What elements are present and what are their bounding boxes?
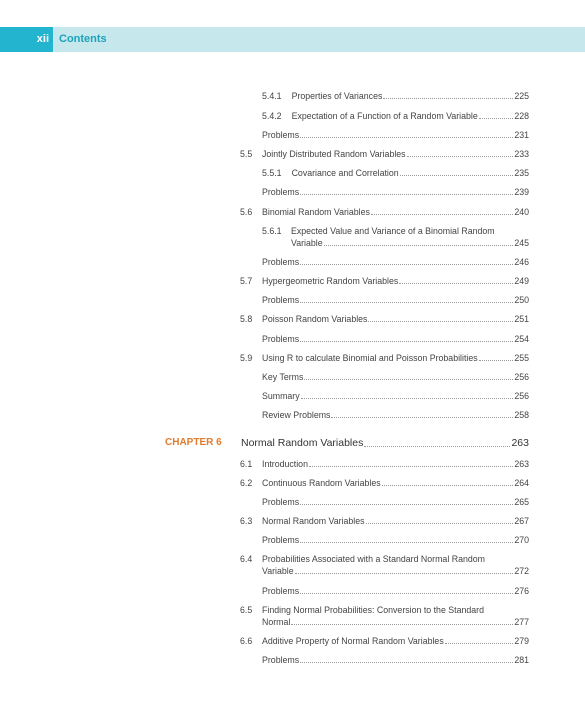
toc-entry-body (291, 238, 529, 248)
leader-dots (399, 283, 513, 284)
leader-dots (368, 321, 513, 322)
toc-title: Review Problems (262, 410, 331, 420)
leader-dots (300, 137, 513, 138)
leader-dots (304, 379, 513, 380)
toc-entry-body (262, 314, 529, 324)
toc-number: 6.6 (240, 636, 253, 646)
toc-entry-body (262, 586, 529, 596)
toc-title: Problems (262, 655, 300, 665)
leader-dots (300, 504, 513, 505)
toc-title: Using R to calculate Binomial and Poisson Probabilities (262, 353, 478, 363)
toc-number: 6.4 (240, 554, 253, 564)
toc-entry-body (262, 168, 529, 178)
toc-page: 225 (514, 91, 529, 101)
toc-page: 276 (514, 586, 529, 596)
toc-page: 263 (511, 437, 529, 449)
toc-title: Problems (262, 130, 300, 140)
toc-entry-body (262, 295, 529, 305)
toc-number: 5.8 (240, 314, 253, 324)
toc-title-line2: Variable (262, 566, 294, 576)
toc-page: 254 (514, 334, 529, 344)
leader-dots (479, 118, 514, 119)
leader-dots (300, 264, 513, 265)
toc-entry-body (262, 655, 529, 665)
toc-entry-body (262, 497, 529, 507)
toc-entry-body (262, 617, 529, 627)
toc-number: 5.9 (240, 353, 253, 363)
toc-entry-body (262, 111, 529, 121)
page-number-tab (0, 27, 53, 52)
toc-title: Introduction (262, 459, 308, 469)
toc-title: Summary (262, 391, 300, 401)
toc-entry-body (262, 372, 529, 382)
leader-dots (479, 360, 514, 361)
toc-page: 239 (514, 187, 529, 197)
toc-title: Hypergeometric Random Variables (262, 276, 399, 286)
page-number: xii (36, 33, 49, 45)
leader-dots (364, 446, 510, 447)
toc-entry-body (262, 149, 529, 159)
toc-number: 5.5.1 (262, 168, 282, 178)
toc-page: 265 (514, 497, 529, 507)
toc-entry-body (262, 535, 529, 545)
toc-page: 264 (514, 478, 529, 488)
toc-entry-body (262, 566, 529, 576)
running-header (0, 27, 585, 52)
leader-dots (300, 341, 513, 342)
toc-page: 281 (514, 655, 529, 665)
toc-page: 249 (514, 276, 529, 286)
toc-page: 231 (514, 130, 529, 140)
toc-title: Problems (262, 257, 300, 267)
toc-title-line1: Probabilities Associated with a Standard Normal Random (262, 554, 485, 564)
toc-title: Normal Random Variables (241, 437, 364, 449)
toc-title: Poisson Random Variables (262, 314, 368, 324)
toc-title: Continuous Random Variables (262, 478, 381, 488)
chapter-label: CHAPTER 6 (165, 437, 222, 448)
toc-number: 6.1 (240, 459, 253, 469)
leader-dots (295, 573, 514, 574)
toc-entry-body (262, 459, 529, 469)
toc-title: Binomial Random Variables (262, 207, 370, 217)
leader-dots (331, 417, 513, 418)
toc-title: Problems (262, 334, 300, 344)
leader-dots (366, 523, 514, 524)
toc-page: 255 (514, 353, 529, 363)
toc-title: Normal Random Variables (262, 516, 365, 526)
toc-title-line2: Normal (262, 617, 291, 627)
leader-dots (400, 175, 514, 176)
toc-page: 251 (514, 314, 529, 324)
toc-entry-body (241, 437, 529, 449)
leader-dots (301, 398, 514, 399)
leader-dots (383, 98, 513, 99)
toc-page: 263 (514, 459, 529, 469)
toc-page: 270 (514, 535, 529, 545)
toc-title: Jointly Distributed Random Variables (262, 149, 406, 159)
toc-number: 5.7 (240, 276, 253, 286)
toc-title: Problems (262, 586, 300, 596)
toc-entry-body (262, 187, 529, 197)
toc-entry-body (262, 257, 529, 267)
toc-entry-body (262, 130, 529, 140)
toc-entry-body (262, 91, 529, 101)
leader-dots (324, 245, 514, 246)
toc-page: 235 (514, 168, 529, 178)
toc-title-line1: Finding Normal Probabilities: Conversion to the Standard (262, 605, 484, 615)
toc-title-line1: Expected Value and Variance of a Binomial Random (291, 226, 495, 236)
toc-number: 6.2 (240, 478, 253, 488)
toc-number: 5.6 (240, 207, 253, 217)
toc-entry-body (262, 410, 529, 420)
leader-dots (300, 542, 513, 543)
toc-title-line2: Variable (291, 238, 323, 248)
toc-title: Properties of Variances (291, 91, 383, 101)
toc-title: Problems (262, 187, 300, 197)
toc-title: Problems (262, 535, 300, 545)
toc-title: Expectation of a Function of a Random Variable (291, 111, 478, 121)
leader-dots (300, 302, 513, 303)
section-title: Contents (59, 33, 107, 45)
leader-dots (407, 156, 514, 157)
toc-entry-body (262, 353, 529, 363)
toc-number: 5.4.1 (262, 91, 282, 101)
toc-page: 228 (514, 111, 529, 121)
toc-number: 6.5 (240, 605, 253, 615)
toc-entry-body (262, 391, 529, 401)
toc-entry-body (262, 334, 529, 344)
toc-number: 6.3 (240, 516, 253, 526)
toc-entry-body (262, 276, 529, 286)
toc-title: Problems (262, 295, 300, 305)
toc-entry-body (262, 478, 529, 488)
toc-entry-body (262, 207, 529, 217)
toc-page: 256 (514, 391, 529, 401)
leader-dots (300, 194, 513, 195)
toc-number: 5.4.2 (262, 111, 282, 121)
toc-page: 245 (514, 238, 529, 248)
toc-page: 240 (514, 207, 529, 217)
toc-title: Key Terms (262, 372, 304, 382)
toc-number: 5.6.1 (262, 226, 282, 236)
toc-number: 5.5 (240, 149, 253, 159)
toc-page: 233 (514, 149, 529, 159)
leader-dots (382, 485, 514, 486)
toc-page: 272 (514, 566, 529, 576)
toc-entry-body (262, 516, 529, 526)
leader-dots (300, 593, 513, 594)
toc-page: 256 (514, 372, 529, 382)
leader-dots (371, 214, 513, 215)
toc-page: 279 (514, 636, 529, 646)
leader-dots (291, 624, 513, 625)
leader-dots (445, 643, 514, 644)
toc-title: Covariance and Correlation (291, 168, 399, 178)
toc-page: 246 (514, 257, 529, 267)
toc-page: 267 (514, 516, 529, 526)
toc-entry-body (262, 636, 529, 646)
toc-page: 277 (514, 617, 529, 627)
toc-page: 258 (514, 410, 529, 420)
toc-title: Additive Property of Normal Random Variables (262, 636, 444, 646)
toc-title: Problems (262, 497, 300, 507)
leader-dots (300, 662, 513, 663)
leader-dots (309, 466, 513, 467)
toc-page: 250 (514, 295, 529, 305)
